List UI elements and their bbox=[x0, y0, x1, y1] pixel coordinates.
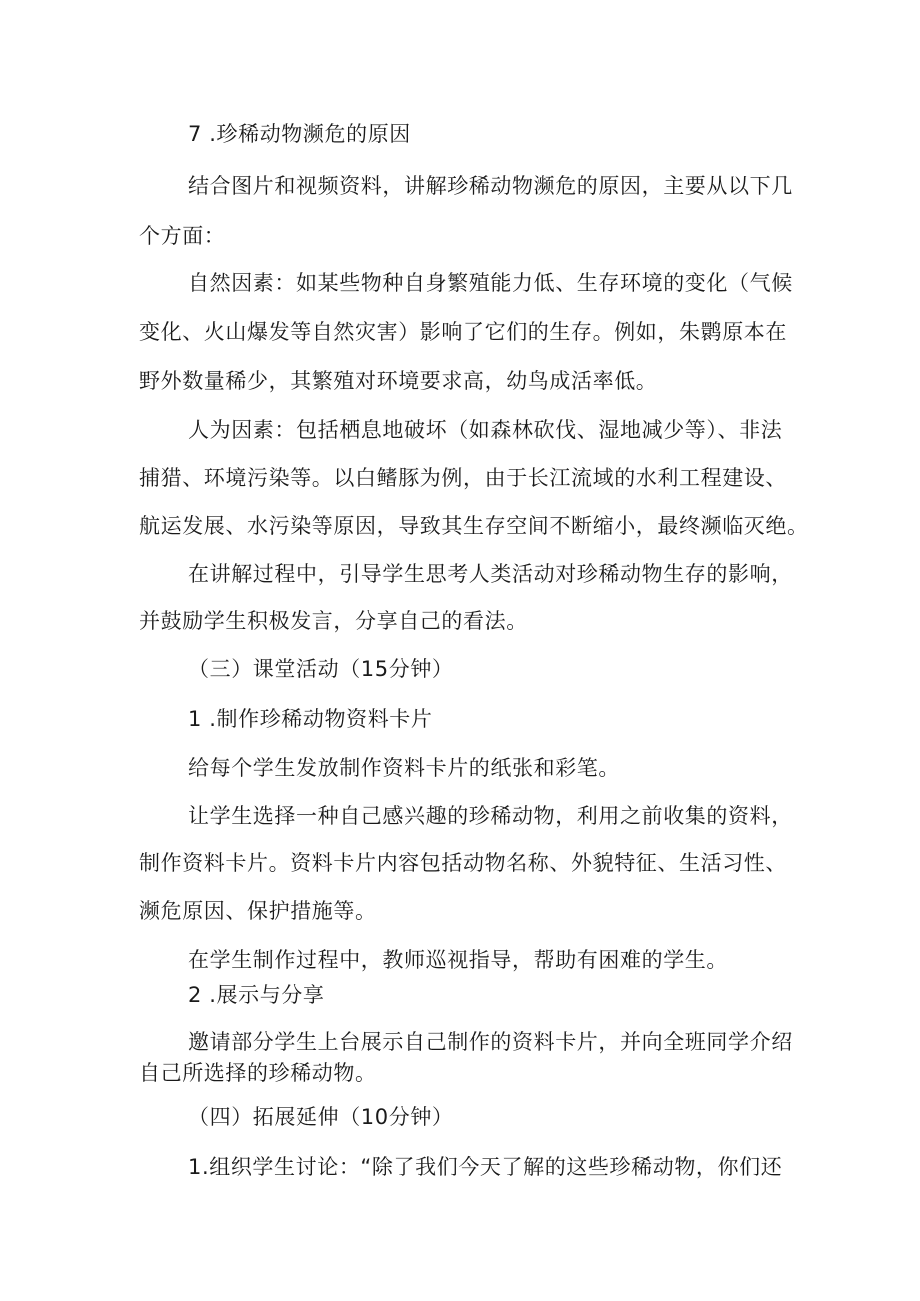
paragraph-discuss-line-1: 1.组织学生讨论：“除了我们今天了解的这些珍稀动物，你们还 bbox=[188, 1155, 783, 1179]
paragraph-materials: 给每个学生发放制作资料卡片的纸张和彩笔。 bbox=[188, 756, 620, 780]
paragraph-guide-line-1: 在讲解过程中，引导学生思考人类活动对珍稀动物生存的影响， bbox=[188, 562, 793, 586]
item-heading-share: 2 .展示与分享 bbox=[188, 983, 325, 1007]
paragraph-teacher: 在学生制作过程中，教师巡视指导，帮助有困难的学生。 bbox=[188, 948, 728, 972]
paragraph-natural-line-1: 自然因素：如某些物种自身繁殖能力低、生存环境的变化（气候 bbox=[188, 271, 793, 295]
paragraph-natural-line-3: 野外数量稀少，其繁殖对环境要求高，幼鸟成活率低。 bbox=[139, 369, 658, 393]
paragraph-choose-line-2: 制作资料卡片。资料卡片内容包括动物名称、外貌特征、生活习性、 bbox=[139, 851, 787, 875]
paragraph-invite-line-1: 邀请部分学生上台展示自己制作的资料卡片，并向全班同学介绍 bbox=[188, 1030, 793, 1054]
section-heading-activity: （三）课堂活动（15分钟） bbox=[188, 657, 454, 681]
paragraph-choose-line-1: 让学生选择一种自己感兴趣的珍稀动物，利用之前收集的资料， bbox=[188, 804, 793, 828]
heading-endangered-reasons: 7 .珍稀动物濒危的原因 bbox=[188, 122, 411, 146]
paragraph-human-line-3: 航运发展、水污染等原因，导致其生存空间不断缩小，最终濒临灭绝。 bbox=[139, 514, 809, 538]
paragraph-guide-line-2: 并鼓励学生积极发言，分享自己的看法。 bbox=[139, 609, 528, 633]
paragraph-natural-line-2: 变化、火山爆发等自然灾害）影响了它们的生存。例如，朱鹮原本在 bbox=[139, 320, 787, 344]
section-heading-extension: （四）拓展延伸（10分钟） bbox=[188, 1105, 454, 1129]
item-heading-cards: 1 .制作珍稀动物资料卡片 bbox=[188, 707, 433, 731]
paragraph-human-line-2: 捕猎、环境污染等。以白鳍豚为例，由于长江流域的水利工程建设、 bbox=[139, 466, 787, 490]
paragraph-invite-line-2: 自己所选择的珍稀动物。 bbox=[139, 1061, 377, 1085]
paragraph-choose-line-3: 濒危原因、保护措施等。 bbox=[139, 899, 377, 923]
paragraph-intro-line-2: 个方面： bbox=[139, 224, 226, 248]
paragraph-human-line-1: 人为因素：包括栖息地破坏（如森林砍伐、湿地减少等）、非法 bbox=[188, 418, 783, 442]
paragraph-intro-line-1: 结合图片和视频资料，讲解珍稀动物濒危的原因，主要从以下几 bbox=[188, 174, 793, 198]
